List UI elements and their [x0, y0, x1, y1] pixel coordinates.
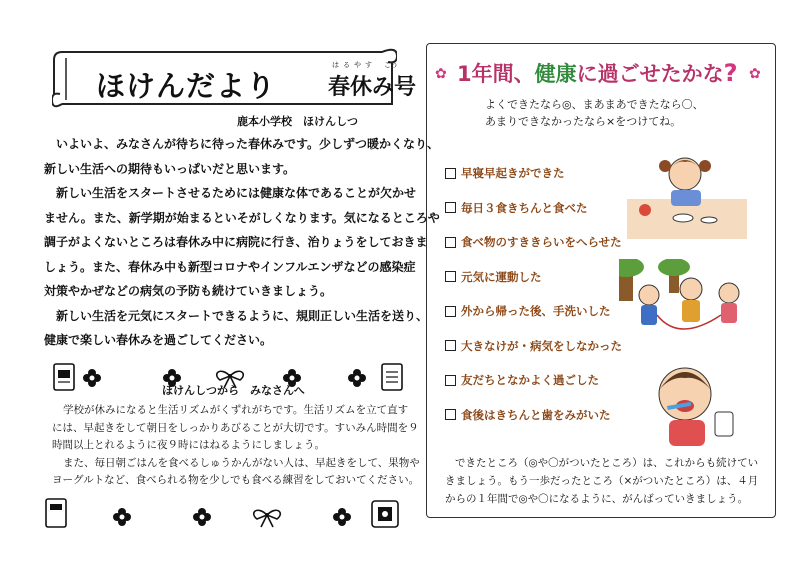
- intro-line: 新しい生活を元気にスタートできるように、規則正しい生活を送り、: [56, 308, 429, 323]
- checklist-panel: [426, 43, 776, 518]
- checklist: [445, 156, 645, 432]
- list-item: [445, 260, 645, 295]
- pencil-icon: [372, 501, 398, 527]
- intro-line: 対策やかぜなどの病気の予防も続けていきましょう。: [44, 284, 333, 298]
- intro-line: 調子がよくないところは春休み中に病院に行き、治りょうをしておきま: [44, 235, 428, 249]
- check-label: 食べ物のすききらいをへらせた: [461, 235, 622, 250]
- outro-line: からの１年間で◎や〇になるように、がんばっていきましょう。: [445, 493, 749, 505]
- ribbon-icon: [254, 510, 281, 527]
- list-item: [445, 294, 645, 329]
- school-name: 鹿本小学校 ほけんしつ: [237, 115, 358, 128]
- checkbox[interactable]: [445, 168, 456, 179]
- list-item: [445, 398, 645, 433]
- children-playing-illustration: [619, 259, 749, 344]
- notebook-icon: [46, 499, 66, 527]
- check-label: 食後はきちんと歯をみがいた: [461, 407, 611, 422]
- notebook-icon: [54, 364, 74, 390]
- flower-icon: [83, 369, 101, 387]
- list-item: [445, 363, 645, 398]
- flower-icon: ✿: [435, 66, 447, 82]
- check-label: 早寝早起きができた: [461, 166, 565, 181]
- intro-line: ません。また、新学期が始まるといそがしくなります。気になるところや: [44, 210, 440, 225]
- list-item: [445, 225, 645, 260]
- flower-icon: [113, 508, 131, 526]
- checkbox[interactable]: [445, 306, 456, 317]
- checklist-title-green: 健康: [534, 62, 577, 86]
- advice-line: 時間以上とれるように夜９時にはねるようにしましょう。: [52, 439, 325, 451]
- check-label: 外から帰った後、手洗いした: [461, 304, 611, 319]
- girl-eating-illustration: [627, 144, 747, 239]
- checkbox[interactable]: [445, 202, 456, 213]
- check-label: 大きなけが・病気をしなかった: [461, 338, 622, 353]
- intro-line: 新しい生活をスタートさせるためには健康な体であることが欠かせ: [56, 186, 417, 200]
- intro-line: 新しい生活への期待もいっぱいだと思います。: [44, 161, 296, 176]
- title-banner: [52, 44, 417, 110]
- advice-line: には、早起きをして朝日をしっかりあびることが大切です。すいみん時間を９: [52, 421, 419, 434]
- checklist-instructions: [485, 96, 704, 130]
- checkbox[interactable]: [445, 271, 456, 282]
- checklist-title-q: ?: [723, 59, 738, 87]
- subtitle-ruby-2: ごう: [384, 61, 398, 69]
- checkbox[interactable]: [445, 340, 456, 351]
- flower-icon: [348, 369, 366, 387]
- check-label: 毎日３食きちんと食べた: [461, 200, 588, 215]
- checkbox[interactable]: [445, 409, 456, 420]
- outro-line: きましょう。もう一歩だったところ（×がついたところ）は、４月: [445, 475, 759, 487]
- advice-heading: ほけんしつから みなさんへ: [162, 384, 305, 397]
- instruction-line: よくできたなら◎、まあまあできたなら〇、: [485, 98, 704, 111]
- check-label: 友だちとなかよく過ごした: [461, 373, 599, 388]
- advice-line: 学校が休みになると生活リズムがくずれがちです。生活リズムを立て直す: [63, 404, 409, 416]
- flower-icon: [193, 508, 211, 526]
- newsletter-panel: [22, 40, 440, 555]
- flower-icon: [333, 508, 351, 526]
- list-item: [445, 329, 645, 364]
- outro-line: できたところ（◎や〇がついたところ）は、これからも続けてい: [455, 457, 759, 469]
- newsletter-subtitle: 春休み号: [328, 75, 417, 100]
- flower-icon: ✿: [749, 66, 761, 82]
- newsletter-title: ほけんだより: [96, 69, 277, 103]
- checklist-title: [457, 58, 738, 88]
- checklist-outro: [445, 454, 765, 508]
- subtitle-ruby-1: はるやす: [332, 61, 376, 69]
- intro-line: 健康で楽しい春休みを過ごしてください。: [44, 333, 273, 347]
- instruction-line: あまりできなかったなら×をつけてね。: [485, 115, 682, 128]
- advice-text: [52, 402, 420, 490]
- intro-text: [44, 132, 440, 353]
- intro-line: いよいよ、みなさんが待ちに待った春休みです。少しずつ暖かくなり、: [56, 137, 440, 151]
- checklist-title-pre: 1年間、: [457, 62, 535, 86]
- checkbox[interactable]: [445, 237, 456, 248]
- list-item: [445, 156, 645, 191]
- checkbox[interactable]: [445, 375, 456, 386]
- advice-line: ヨーグルトなど、食べられる物を少しでも食べる練習をしておいてください。: [52, 474, 420, 486]
- notebook-icon: [382, 364, 402, 390]
- checklist-title-mid: に過ごせたかな: [576, 62, 724, 86]
- check-label: 元気に運動した: [461, 269, 542, 284]
- list-item: [445, 191, 645, 226]
- advice-line: また、毎日朝ごはんを食べるしゅうかんがない人は、早起きをして、果物や: [63, 456, 420, 469]
- intro-line: しょう。また、春休み中も新型コロナやインフルエンザなどの感染症: [44, 259, 416, 274]
- stationery-divider-bottom: [42, 495, 407, 535]
- boy-brushing-teeth-illustration: [639, 354, 744, 449]
